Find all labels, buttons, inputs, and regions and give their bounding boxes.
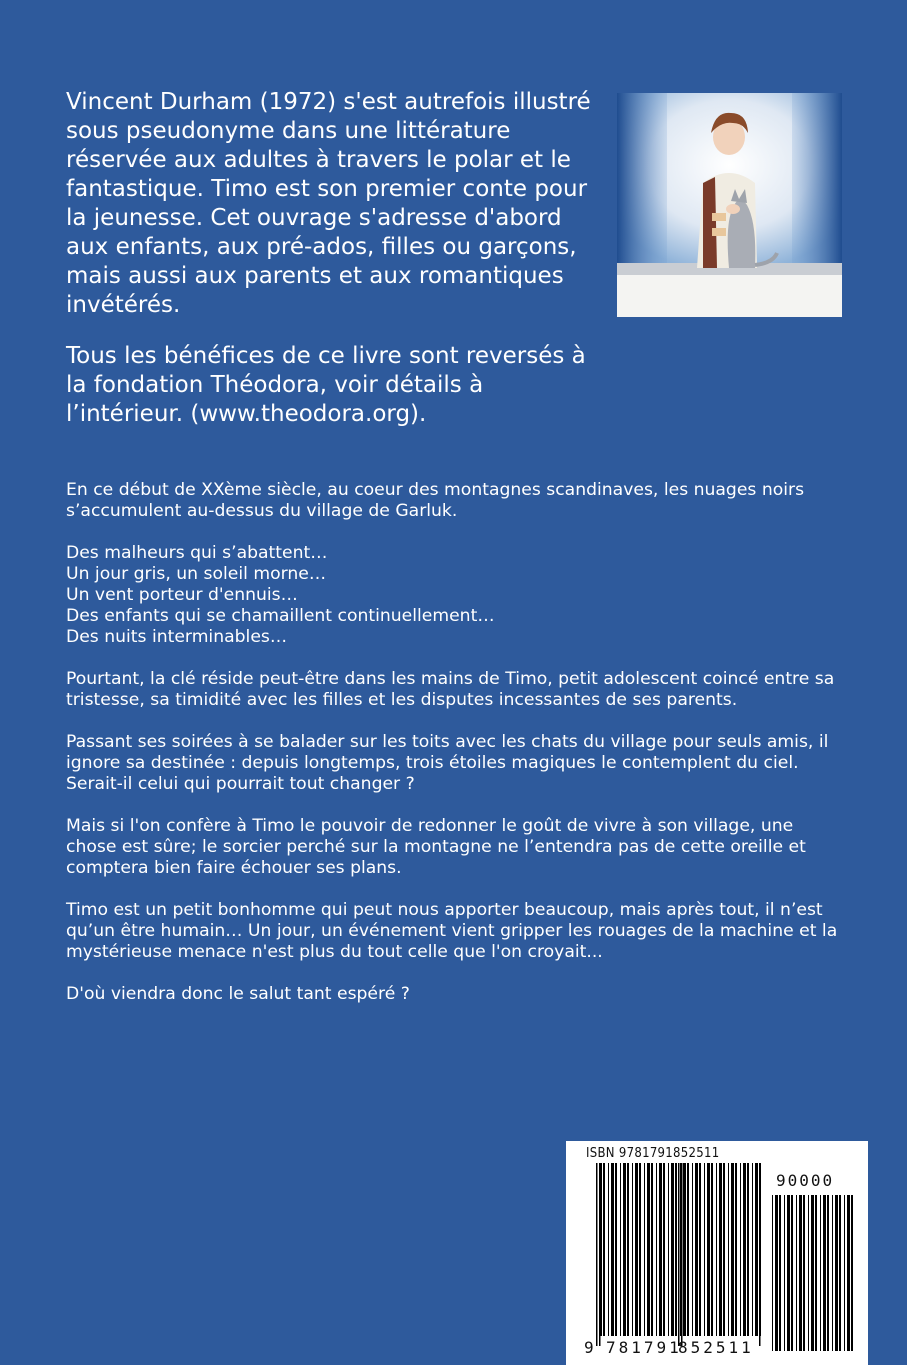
- barcode-bar: [671, 1163, 674, 1336]
- synopsis-paragraph-1: En ce début de XXème siècle, au coeur des montagnes scandinaves, les nuages noirs s’accumulent au-dessus du village de Garluk.: [66, 480, 805, 521]
- barcode-bar: [680, 1163, 681, 1336]
- barcode-bar: [683, 1163, 686, 1336]
- barcode-bar: [611, 1163, 614, 1336]
- barcode-bar: [687, 1163, 689, 1336]
- synopsis-paragraph-6: Timo est un petit bonhomme qui peut nous apporter beaucoup, mais après tout, il n’est qu’un être humain… Un jour, un événement vient gripper les rouages de la machine et la mystérieuse menace n'est plus du tout celle que l'on croyait...: [66, 900, 838, 962]
- barcode-bar: [740, 1163, 741, 1336]
- barcode-bar: [827, 1195, 829, 1351]
- synopsis-line: Un vent porteur d'ennuis…: [66, 585, 298, 605]
- barcode-bar: [731, 1163, 734, 1336]
- barcode-bar: [716, 1163, 717, 1336]
- barcode-bar: [839, 1195, 841, 1351]
- barcode-guard-bar: [599, 1163, 601, 1346]
- synopsis-paragraph-4: Passant ses soirées à se balader sur les toits avec les chats du village pour seuls amis, il ignore sa destinée : depuis longtemps, trois étoiles magiques le contemplent du ciel. Serait-il celui qui pourrait tout changer ?: [66, 732, 829, 794]
- barcode-bar: [635, 1163, 638, 1336]
- barcode-bar: [747, 1163, 749, 1336]
- barcode-digits: [566, 1338, 868, 1362]
- barcode-bar: [787, 1195, 790, 1351]
- synopsis-line: Des malheurs qui s’abattent…: [66, 543, 328, 563]
- isbn-barcode: [566, 1141, 868, 1365]
- barcode-bar: [735, 1163, 737, 1336]
- synopsis: [66, 480, 846, 1026]
- barcode-bar: [823, 1195, 826, 1351]
- barcode-bar: [803, 1195, 805, 1351]
- barcode-bar: [835, 1195, 838, 1351]
- barcode-bar: [627, 1163, 629, 1336]
- barcode-bar: [656, 1163, 657, 1336]
- barcode-bar: [772, 1195, 773, 1351]
- author-bio: [66, 88, 606, 451]
- barcode-bar: [620, 1163, 621, 1336]
- barcode-bar: [832, 1195, 833, 1351]
- barcode-bar: [692, 1163, 693, 1336]
- barcode-bar: [755, 1163, 758, 1336]
- barcode-bar: [752, 1163, 753, 1336]
- barcode-bar: [799, 1195, 802, 1351]
- barcode-bar: [779, 1195, 781, 1351]
- barcode-bar: [623, 1163, 626, 1336]
- barcode-bar: [704, 1163, 705, 1336]
- synopsis-list: [66, 543, 846, 648]
- barcode-bar: [851, 1195, 853, 1351]
- isbn-label: ISBN 9781791852511: [586, 1146, 720, 1161]
- barcode-addon: 90000: [776, 1171, 835, 1190]
- barcode-bar: [668, 1163, 669, 1336]
- synopsis-paragraph-3: Pourtant, la clé réside peut-être dans les mains de Timo, petit adolescent coincé entre sa tristesse, sa timidité avec les filles et les disputes incessantes de ses parents.: [66, 669, 835, 710]
- barcode-bar: [719, 1163, 722, 1336]
- barcode-guard-bar: [759, 1163, 761, 1346]
- barcode-bar: [815, 1195, 817, 1351]
- barcode-bar: [820, 1195, 821, 1351]
- barcode-bar: [639, 1163, 641, 1336]
- boy-with-cat-illustration: [617, 93, 842, 317]
- barcode-bar: [632, 1163, 633, 1336]
- barcode-bar: [603, 1163, 605, 1336]
- barcode-digits-right: 852511: [678, 1338, 754, 1357]
- barcode-digits-left: 781791: [606, 1338, 682, 1357]
- barcode-bar: [844, 1195, 845, 1351]
- barcode-bar: [808, 1195, 809, 1351]
- barcode-guard-bar: [678, 1163, 680, 1346]
- barcode-bar: [847, 1195, 850, 1351]
- barcode-bar: [615, 1163, 617, 1336]
- synopsis-line: Un jour gris, un soleil morne…: [66, 564, 327, 584]
- barcode-bar: [695, 1163, 698, 1336]
- barcode-bar: [728, 1163, 729, 1336]
- barcode-bar: [651, 1163, 653, 1336]
- barcode-bar: [743, 1163, 746, 1336]
- barcode-bar: [663, 1163, 665, 1336]
- barcode-guard-bar: [681, 1163, 683, 1346]
- barcode-bar: [796, 1195, 797, 1351]
- barcode-bar: [608, 1163, 609, 1336]
- synopsis-paragraph-5: Mais si l'on confère à Timo le pouvoir de redonner le goût de vivre à son village, une chose est sûre; le sorcier perché sur la montagne ne l’entendra pas de cette oreille et comptera bien faire échouer ses plans.: [66, 816, 806, 878]
- barcode-bar: [711, 1163, 713, 1336]
- barcode-bar: [707, 1163, 710, 1336]
- barcode-bar: [659, 1163, 662, 1336]
- bio-paragraph-2: Tous les bénéfices de ce livre sont reversés à la fondation Théodora, voir détails à l’intérieur. (www.theodora.org).: [66, 343, 586, 427]
- barcode-bar: [644, 1163, 645, 1336]
- barcode-bar: [699, 1163, 701, 1336]
- barcode-bar: [775, 1195, 778, 1351]
- synopsis-line: Des enfants qui se chamaillent continuellement…: [66, 606, 495, 626]
- barcode-bar: [811, 1195, 814, 1351]
- barcode-bar: [723, 1163, 725, 1336]
- cover-illustration: [617, 93, 842, 317]
- barcode-bar: [791, 1195, 793, 1351]
- bio-paragraph-1: Vincent Durham (1972) s'est autrefois illustré sous pseudonyme dans une littérature réservée aux adultes à travers le polar et le fantastique. Timo est son premier conte pour la jeunesse. Cet ouvrage s'adresse d'abord aux enfants, aux pré-ados, filles ou garçons, mais aussi aux parents et aux romantiques invétérés.: [66, 89, 591, 318]
- barcode-guard-bar: [596, 1163, 598, 1346]
- barcode-bar: [675, 1163, 677, 1336]
- synopsis-line: Des nuits interminables…: [66, 627, 288, 647]
- barcode-bar: [647, 1163, 650, 1336]
- barcode-bar: [784, 1195, 785, 1351]
- synopsis-paragraph-7: D'où viendra donc le salut tant espéré ?: [66, 984, 410, 1004]
- barcode-digit-first: 9: [584, 1338, 594, 1357]
